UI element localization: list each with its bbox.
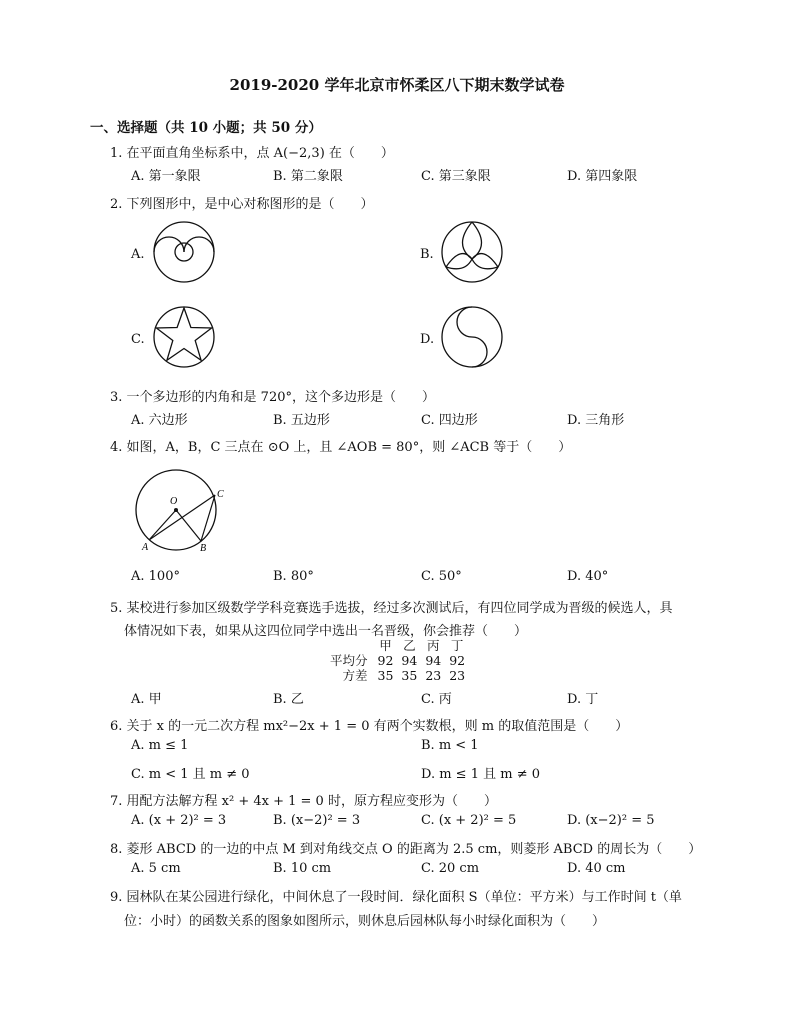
figure-c-star-in-circle xyxy=(151,304,217,370)
question-9-stem-line1: 9. 园林队在某公园进行绿化，中间休息了一段时间．绿化面积 S（单位：平方米）与工作时间 t（单 xyxy=(110,890,682,905)
q3-option-b: B. 五边形 xyxy=(273,413,330,428)
q3-option-a: A. 六边形 xyxy=(131,413,188,428)
q1-option-b: B. 第二象限 xyxy=(273,169,343,184)
figure-d-s-curve xyxy=(439,304,505,370)
table-header-cell: 乙 xyxy=(403,638,416,653)
q8-option-c: C. 20 cm xyxy=(421,861,480,876)
q7-option-b: B. (x−2)² = 3 xyxy=(273,813,361,828)
table-header-cell: 丁 xyxy=(450,638,464,653)
q4-option-b: B. 80° xyxy=(273,569,314,584)
table-row xyxy=(326,653,469,668)
q4-label-a: A xyxy=(142,542,149,553)
table-header-cell: 丙 xyxy=(427,638,440,653)
q5-option-c: C. 丙 xyxy=(421,692,452,707)
table-cell: 92 xyxy=(377,653,394,668)
table-row-label: 平均分 xyxy=(330,653,368,668)
section-heading: 一、选择题（共 10 小题；共 50 分） xyxy=(90,120,322,136)
q3-option-d: D. 三角形 xyxy=(567,413,625,428)
q8-option-a: A. 5 cm xyxy=(131,861,181,876)
table-cell: 94 xyxy=(425,653,442,668)
table-cell: 92 xyxy=(449,653,466,668)
q1-option-c: C. 第三象限 xyxy=(421,169,491,184)
q4-option-c: C. 50° xyxy=(421,569,462,584)
q5-option-a: A. 甲 xyxy=(131,692,162,707)
table-cell: 23 xyxy=(425,668,442,683)
q6-option-c: C. m < 1 且 m ≠ 0 xyxy=(131,767,250,782)
q1-option-a: A. 第一象限 xyxy=(131,169,201,184)
question-1-stem: 1. 在平面直角坐标系中，点 A(−2,3) 在（ ） xyxy=(110,146,394,161)
figure-b-three-petals xyxy=(439,219,505,285)
q2-label-b: B. xyxy=(420,247,434,262)
question-7-stem: 7. 用配方法解方程 x² + 4x + 1 = 0 时，原方程应变形为（ ） xyxy=(110,794,497,809)
q7-option-a: A. (x + 2)² = 3 xyxy=(131,813,227,828)
question-5-stem-line2: 体情况如下表，如果从这四位同学中选出一名晋级，你会推荐（ ） xyxy=(124,624,528,639)
q4-circle-figure xyxy=(128,458,232,558)
table-header-cell: 甲 xyxy=(379,638,392,653)
table-cell: 35 xyxy=(401,668,418,683)
question-3-stem: 3. 一个多边形的内角和是 720°，这个多边形是（ ） xyxy=(110,390,435,405)
q6-option-a: A. m ≤ 1 xyxy=(131,738,189,753)
q2-label-d: D. xyxy=(420,332,435,347)
q6-option-b: B. m < 1 xyxy=(421,738,479,753)
table-cell: 94 xyxy=(401,653,418,668)
q3-option-c: C. 四边形 xyxy=(421,413,478,428)
q4-option-d: D. 40° xyxy=(567,569,609,584)
page-title: 2019-2020 学年北京市怀柔区八下期末数学试卷 xyxy=(229,76,565,94)
question-8-stem: 8. 菱形 ABCD 的一边的中点 M 到对角线交点 O 的距离为 2.5 cm，则菱形 ABCD 的周长为（ ） xyxy=(110,842,702,857)
table-row-label: 方差 xyxy=(342,668,368,683)
q5-stats-table xyxy=(326,638,469,683)
q5-option-d: D. 丁 xyxy=(567,692,599,707)
q6-option-d: D. m ≤ 1 且 m ≠ 0 xyxy=(421,767,540,782)
q2-label-a: A. xyxy=(131,247,145,262)
table-cell: 35 xyxy=(377,668,394,683)
q5-option-b: B. 乙 xyxy=(273,692,304,707)
question-6-stem: 6. 关于 x 的一元二次方程 mx²−2x + 1 = 0 有两个实数根，则 m 的取值范围是（ ） xyxy=(110,719,629,734)
q4-label-c: C xyxy=(217,489,224,500)
q8-option-d: D. 40 cm xyxy=(567,861,626,876)
question-2-stem: 2. 下列图形中，是中心对称图形的是（ ） xyxy=(110,197,374,212)
q7-option-d: D. (x−2)² = 5 xyxy=(567,813,655,828)
q7-option-c: C. (x + 2)² = 5 xyxy=(421,813,517,828)
question-9-stem-line2: 位：小时）的函数关系的图象如图所示，则休息后园林队每小时绿化面积为（ ） xyxy=(124,914,606,929)
table-cell: 23 xyxy=(449,668,466,683)
q4-label-b: B xyxy=(200,543,207,554)
question-4-stem: 4. 如图，A，B，C 三点在 ⊙O 上，且 ∠AOB = 80°，则 ∠ACB 等于（ ） xyxy=(110,440,572,455)
q2-label-c: C. xyxy=(131,332,145,347)
table-row xyxy=(326,668,469,683)
figure-a-circle-arcs xyxy=(151,219,217,285)
q4-option-a: A. 100° xyxy=(131,569,180,584)
question-5-stem-line1: 5. 某校进行参加区级数学学科竞赛选手选拔，经过多次测试后，有四位同学成为晋级的候选人，具 xyxy=(110,601,673,616)
q4-label-o: O xyxy=(170,496,178,507)
table-header-row xyxy=(326,638,469,653)
q1-option-d: D. 第四象限 xyxy=(567,169,638,184)
q8-option-b: B. 10 cm xyxy=(273,861,332,876)
